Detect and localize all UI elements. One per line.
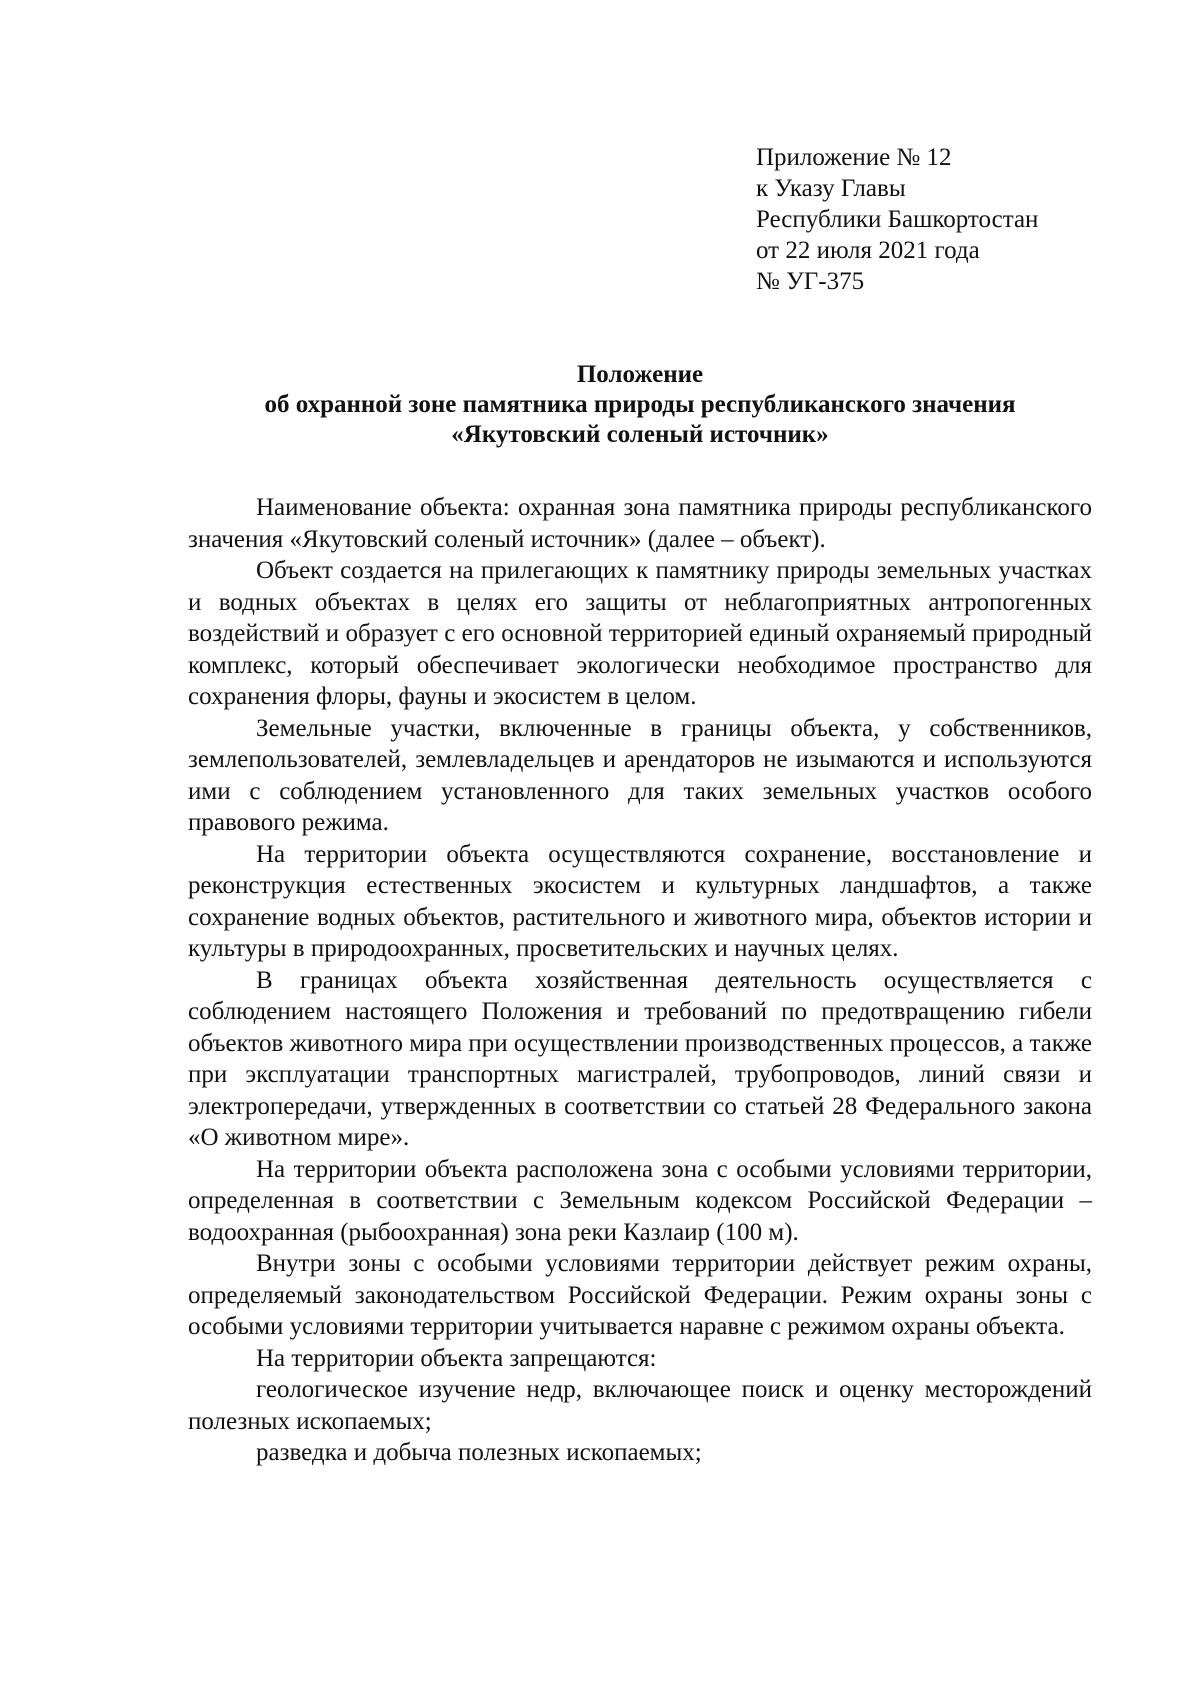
paragraph-special-zone: На территории объекта расположена зона с особыми условиями территории, определенная в соответствии с Земельным кодексом Российской Федерации – водоохранная (рыбоохранная) зона реки Казлаир (100 м). (188, 1155, 1092, 1246)
prohibition-item-mining: разведка и добыча полезных ископаемых; (256, 1439, 702, 1466)
paragraph-object-name: Наименование объекта: охранная зона памятника природы республиканского значения «Якутовский соленый источник» (далее – объект). (188, 494, 1092, 553)
paragraph-preservation: На территории объекта осуществляются сохранение, восстановление и реконструкция естественных экосистем и культурных ландшафтов, а также сохранение водных объектов, растительного и животного мира, объектов истории и культуры в природоохранных, просветительских и научных целях. (188, 840, 1092, 962)
appendix-republic: Республики Башкортостан (756, 206, 1039, 233)
title-line-1: Положение (576, 361, 704, 388)
appendix-decree-ref: к Указу Главы (756, 175, 906, 202)
paragraph-land-plots: Земельные участки, включенные в границы объекта, у собственников, землепользователей, землевладельцев и арендаторов не изымаются и используются ими с соблюдением установленного для таких земельных участков особого правового режима. (188, 714, 1092, 836)
appendix-header (756, 142, 1038, 297)
appendix-number: Приложение № 12 (756, 144, 952, 171)
document-title (190, 360, 1090, 450)
prohibition-item-geological-study: геологическое изучение недр, включающее поиск и оценку месторождений полезных ископаемых; (188, 1376, 1092, 1435)
document-body (188, 492, 1092, 1469)
title-line-3: «Якутовский соленый источник» (451, 421, 829, 448)
paragraph-economic-activity: В границах объекта хозяйственная деятельность осуществляется с соблюдением настоящего Положения и требований по предотвращению гибели объектов животного мира при осуществлении производственных процессов, а также при эксплуатации транспортных магистралей, трубопроводов, линий связи и электропередачи, утвержденных в соответствии со статьей 28 Федерального закона «О животном мире». (188, 966, 1092, 1151)
paragraph-prohibitions-intro: На территории объекта запрещаются: (256, 1344, 657, 1372)
paragraph-zone-regime: Внутри зоны с особыми условиями территории действует режим охраны, определяемый законодательством Российской Федерации. Режим охраны зоны с особыми условиями территории учитывается наравне с режимом охраны объекта. (188, 1250, 1092, 1340)
paragraph-object-purpose: Объект создается на прилегающих к памятнику природы земельных участках и водных объектах в целях его защиты от неблагоприятных антропогенных воздействий и образует с его основной территорией единый охраняемый природный комплекс, который обеспечивает экологически необходимое пространство для сохранения флоры, фауны и экосистем в целом. (188, 557, 1092, 710)
appendix-date: от 22 июля 2021 года (756, 237, 980, 264)
title-line-2: об охранной зоне памятника природы республиканского значения (264, 391, 1016, 418)
appendix-decree-number: № УГ-375 (756, 268, 865, 295)
